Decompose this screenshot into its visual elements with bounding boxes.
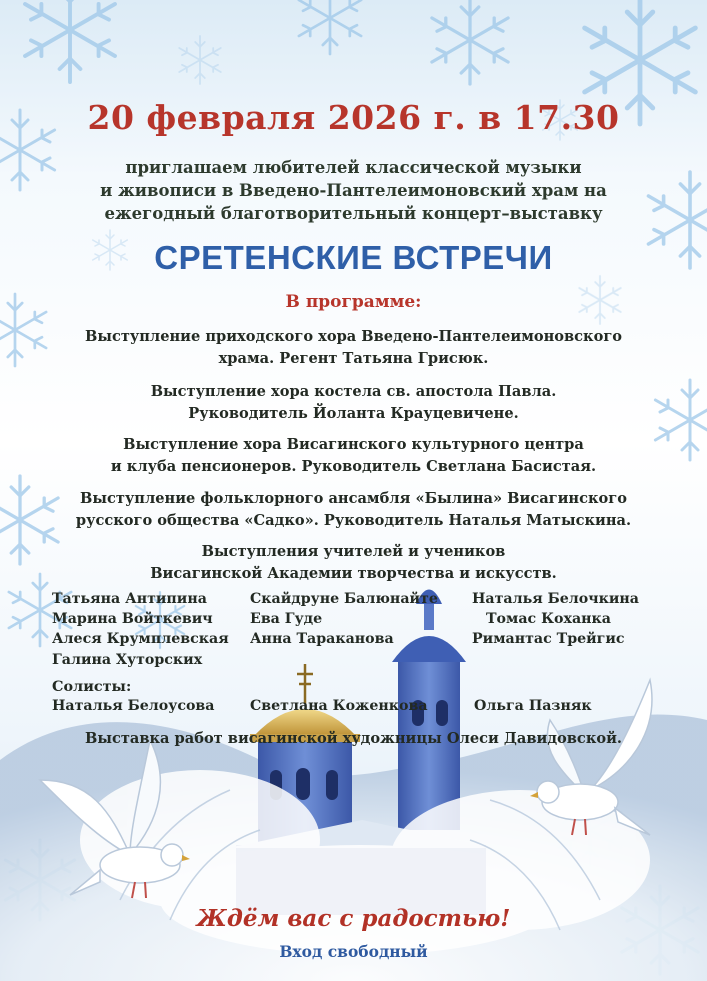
teacher-name: Татьяна Антипина	[52, 591, 207, 607]
exhibition-note: Выставка работ висагинской художницы Олеси Давидовской.	[84, 730, 622, 747]
teacher-name: Римантас Трейгис	[472, 631, 625, 647]
invitation-text	[0, 156, 707, 225]
program-item-line: русского общества «Садко». Руководитель Наталья Матыскина.	[75, 511, 632, 529]
program-item	[0, 326, 707, 369]
teacher-name: Ева Гуде	[250, 611, 323, 627]
invitation-line: приглашаем любителей классической музыки	[125, 158, 582, 177]
event-date: 20 февраля 2026 г. в 17.30	[87, 98, 620, 137]
program-heading: В программе:	[285, 292, 422, 312]
program-item	[0, 381, 707, 424]
program-item-line: Выступление фольклорного ансамбля «Былина» Висагинского	[80, 490, 627, 507]
teacher-name: Скайдруне Балюнайте	[250, 591, 438, 607]
soloist-name: Светлана Коженкова	[250, 698, 428, 714]
program-item-line: храма. Регент Татьяна Грисюк.	[218, 349, 489, 367]
teacher-name: Анна Тараканова	[250, 631, 394, 647]
entry-note: Вход свободный	[279, 942, 428, 961]
program-item-line: Висагинской Академии творчества и искусств.	[150, 564, 557, 582]
soloist-name: Ольга Пазняк	[474, 698, 592, 714]
teacher-name: Томас Коханка	[486, 611, 611, 627]
teacher-name: Наталья Белочкина	[472, 591, 639, 607]
event-title: СРЕТЕНСКИЕ ВСТРЕЧИ	[154, 239, 553, 276]
program-item-line: Выступление хора Висагинского культурного центра	[123, 436, 584, 453]
program-item-line: и клуба пенсионеров. Руководитель Светлана Басистая.	[110, 457, 597, 475]
program-item	[0, 434, 707, 477]
teacher-name: Алеся Крумплевская	[52, 631, 229, 647]
teacher-name: Марина Войткевич	[52, 611, 213, 627]
program-item-line: Выступление хора костела св. апостола Павла.	[150, 383, 557, 400]
program-item-line: Выступление приходского хора Введено-Пантелеимоновского	[84, 328, 623, 345]
teacher-name: Галина Хуторских	[52, 652, 203, 668]
program-item-line: Выступления учителей и учеников	[201, 543, 506, 560]
welcome-message: Ждём вас с радостью!	[196, 905, 511, 932]
invitation-line: и живописи в Введено-Пантелеимоновский храм на	[100, 181, 607, 200]
invitation-line: ежегодный благотворительный концерт–выставку	[104, 204, 603, 223]
program-item	[0, 488, 707, 531]
soloists-label: Солисты:	[52, 678, 132, 695]
soloist-name: Наталья Белоусова	[52, 698, 215, 714]
program-item	[0, 541, 707, 584]
program-item-line: Руководитель Йоланта Крауцевичене.	[188, 404, 519, 422]
